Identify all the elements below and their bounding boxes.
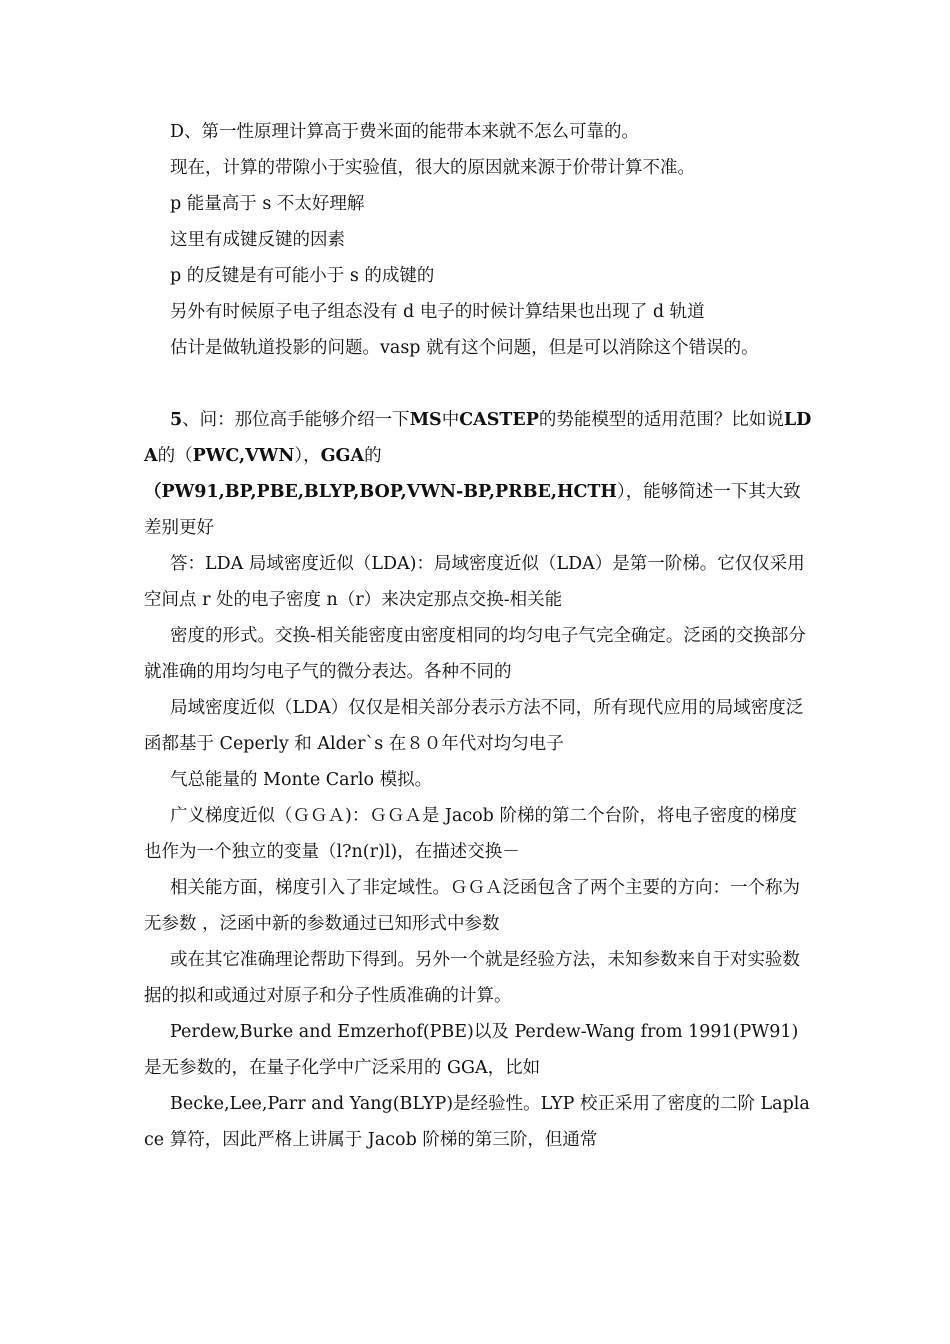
- answer-paragraph: 或在其它准确理论帮助下得到。另外一个就是经验方法，未知参数来自于对实验数据的拟和或通过对原子和分子性质准确的计算。: [144, 950, 800, 1006]
- answer-paragraph: Perdew,Burke and Emzerhof(PBE)以及 Perdew-Wang from 1991(PW91)是无参数的，在量子化学中广泛采用的 GGA，比如: [144, 1022, 799, 1078]
- paragraph: D、第一性原理计算高于费米面的能带本来就不怎么可靠的。: [170, 122, 640, 142]
- paragraph: 估计是做轨道投影的问题。vasp 就有这个问题，但是可以消除这个错误的。: [170, 338, 759, 358]
- paragraph: 另外有时候原子电子组态没有 d 电子的时候计算结果也出现了 d 轨道: [170, 302, 705, 322]
- question-number: 5: [170, 410, 183, 430]
- paragraph: p 能量高于 s 不太好理解: [170, 194, 365, 214]
- question-heading: 5、问：那位高手能够介绍一下MS中CASTEP的势能模型的适用范围？比如说LDA的（PWC,VWN），GGA的 （PW91,BP,PBE,BLYP,BOP,VWN-BP,PRBE,HCTH），能够简述一下其大致差别更好: [144, 410, 812, 538]
- paragraph-spacer: [144, 366, 814, 402]
- answer-paragraph: 答：LDA 局域密度近似（LDA)：局域密度近似（LDA）是第一阶梯。它仅仅采用空间点 r 处的电子密度 n（r）来决定那点交换-相关能: [144, 554, 805, 610]
- answer-paragraph: 广义梯度近似（ＧＧＡ)：ＧＧＡ是 Jacob 阶梯的第二个台阶，将电子密度的梯度也作为一个独立的变量（l?n(r)l)，在描述交换－: [144, 806, 797, 862]
- answer-paragraph: 相关能方面，梯度引入了非定域性。ＧＧＡ泛函包含了两个主要的方向：一个称为 无参数 ，泛函中新的参数通过已知形式中参数: [144, 878, 800, 934]
- paragraph: 现在，计算的带隙小于实验值，很大的原因就来源于价带计算不准。: [170, 158, 695, 178]
- paragraph: 这里有成键反键的因素: [170, 230, 345, 250]
- answer-paragraph: Becke,Lee,Parr and Yang(BLYP)是经验性。LYP 校正采用了密度的二阶 Laplace 算符，因此严格上讲属于 Jacob 阶梯的第三阶，但通常: [144, 1094, 810, 1150]
- answer-paragraph: 密度的形式。交换-相关能密度由密度相同的均匀电子气完全确定。泛函的交换部分就准确的用均匀电子气的微分表达。各种不同的: [144, 626, 806, 682]
- document-body: [144, 114, 814, 1158]
- answer-paragraph: 气总能量的 Monte Carlo 模拟。: [170, 770, 433, 790]
- paragraph: p 的反键是有可能小于 s 的成键的: [170, 266, 435, 286]
- answer-paragraph: 局域密度近似（LDA）仅仅是相关部分表示方法不同，所有现代应用的局域密度泛函都基于 Ceperly 和 Alder`s 在８０年代对均匀电子: [144, 698, 804, 754]
